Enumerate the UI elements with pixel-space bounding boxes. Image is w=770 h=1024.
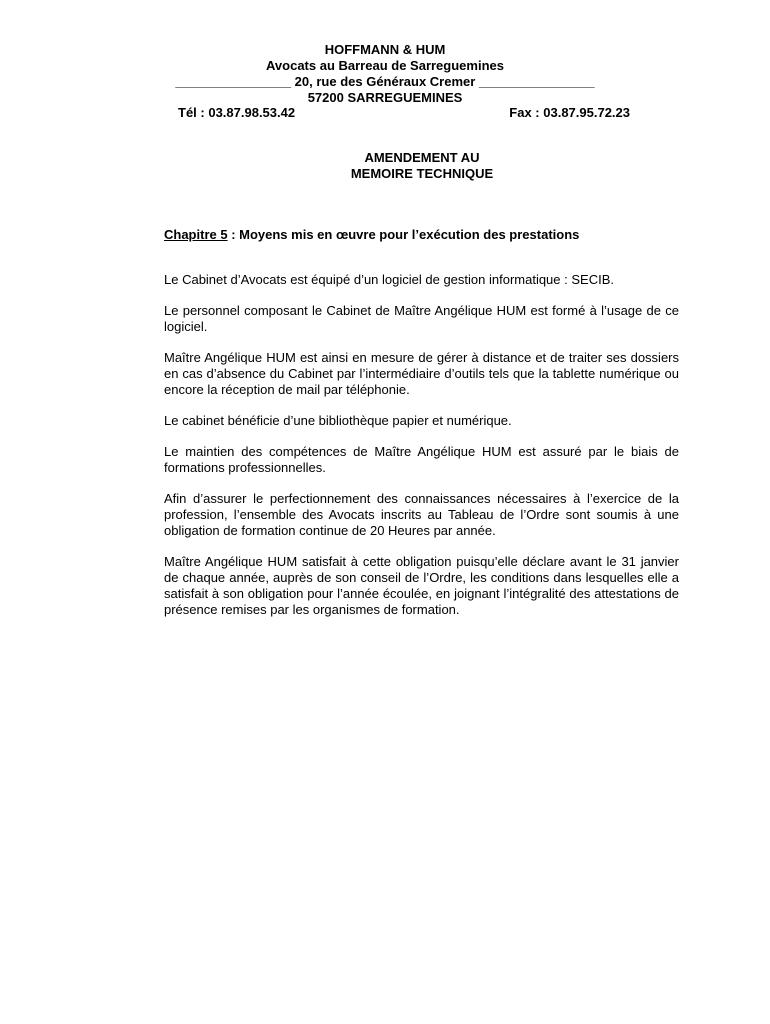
city-line: 57200 SARREGUEMINES [307, 90, 463, 105]
document-title [0, 150, 770, 182]
paragraph: Le maintien des compétences de Maître Angélique HUM est assuré par le biais de formations professionnelles. [164, 444, 679, 475]
paragraph: Le Cabinet d’Avocats est équipé d’un logiciel de gestion informatique : SECIB. [164, 272, 614, 287]
chapter-number: Chapitre 5 [164, 227, 228, 242]
paragraph: Afin d’assurer le perfectionnement des connaissances nécessaires à l’exercice de la profession, l’ensemble des Avocats inscrits au Tableau de l’Ordre sont soumis à une obligation de formation continue de 20 Heures par année. [164, 491, 679, 538]
title-line-1: AMENDEMENT AU [364, 150, 480, 165]
address-line: ________________ 20, rue des Généraux Cremer ________________ [175, 74, 595, 89]
chapter-title: : Moyens mis en œuvre pour l’exécution des prestations [227, 227, 580, 242]
paragraph: Le cabinet bénéficie d’une bibliothèque papier et numérique. [164, 413, 512, 428]
paragraph: Le personnel composant le Cabinet de Maître Angélique HUM est formé à l’usage de ce logiciel. [164, 303, 679, 334]
firm-subtitle: Avocats au Barreau de Sarreguemines [266, 58, 504, 73]
body-text [164, 272, 679, 633]
letterhead [0, 42, 770, 106]
phone-number: Tél : 03.87.98.53.42 [178, 105, 296, 120]
title-line-2: MEMOIRE TECHNIQUE [350, 166, 494, 181]
firm-name: HOFFMANN & HUM [324, 42, 446, 57]
paragraph: Maître Angélique HUM est ainsi en mesure de gérer à distance et de traiter ses dossiers en cas d’absence du Cabinet par l’intermédiaire d’outils tels que la tablette numérique ou encore la réception de mail par téléphonie. [164, 350, 679, 397]
fax-number: Fax : 03.87.95.72.23 [509, 105, 630, 120]
chapter-heading [164, 227, 684, 243]
contact-row [178, 105, 630, 121]
paragraph: Maître Angélique HUM satisfait à cette obligation puisqu’elle déclare avant le 31 janvier de chaque année, auprès de son conseil de l’Ordre, les conditions dans lesquelles elle a satisfait à son obligation pour l’année écoulée, en joignant l’intégralité des attestations de présence remises par les organismes de formation. [164, 554, 679, 617]
